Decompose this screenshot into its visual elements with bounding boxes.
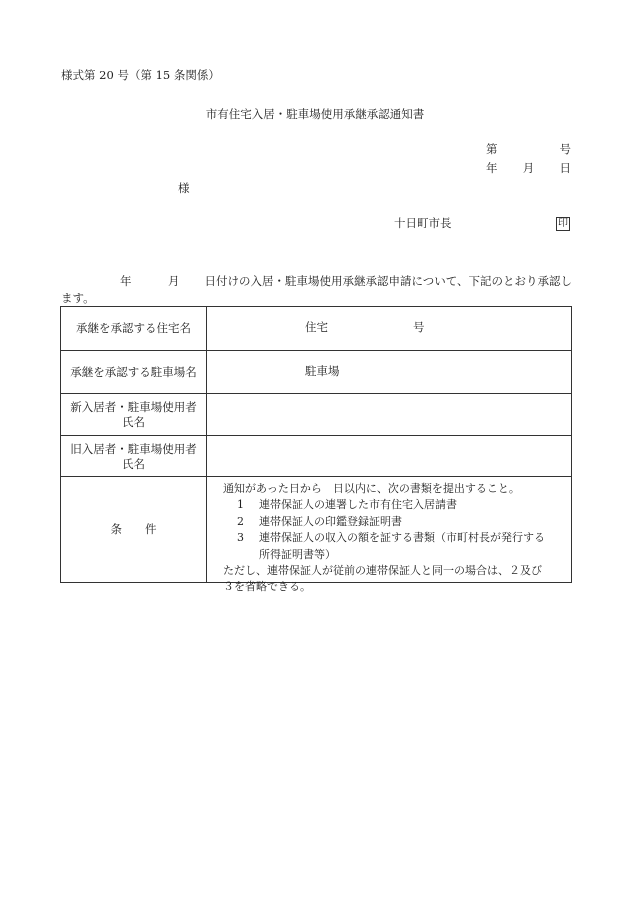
- date-year: 年: [486, 161, 498, 175]
- house-number-suffix: 号: [413, 320, 425, 334]
- conditions-note-line1: ただし、連帯保証人が従前の連帯保証人と同一の場合は、２及び: [223, 564, 542, 578]
- intro-text: 日付けの入居・駐車場使用承継承認申請について、下記のとおり承認し: [204, 274, 572, 288]
- date-day: 日: [559, 161, 571, 175]
- document-number-line: [486, 144, 571, 156]
- table-row-parking: [61, 350, 571, 393]
- parking-name-value: [207, 351, 571, 393]
- condition-item: 1 連帯保証人の連署した市有住宅入居請書: [237, 498, 457, 512]
- condition-item-continuation: 所得証明書等）: [259, 547, 336, 561]
- document-title: 市有住宅入居・駐車場使用承継承認通知書: [205, 107, 425, 121]
- intro-continuation: ます。: [61, 291, 95, 305]
- conditions-intro: 通知があった日から 日以内に、次の書類を提出すること。: [223, 482, 520, 495]
- issuer-name: 十日町市長: [394, 216, 452, 230]
- old-occupant-label-line2: 氏名: [122, 456, 145, 471]
- number-suffix: 号: [559, 142, 571, 156]
- table-row-house: [61, 307, 571, 349]
- parking-name-label: 承継を承認する駐車場名: [70, 364, 197, 379]
- conditions-label: 条 件: [110, 522, 157, 537]
- new-occupant-label-line2: 氏名: [122, 414, 145, 429]
- house-label-text: 住宅: [305, 320, 328, 334]
- house-name-label: 承継を承認する住宅名: [76, 320, 191, 335]
- table-row-old-occupant: [61, 435, 571, 477]
- new-occupant-label: [61, 394, 206, 435]
- conditions-text: [223, 481, 545, 596]
- table-row-new-occupant: [61, 393, 571, 435]
- condition-item: 2 連帯保証人の印鑑登録証明書: [237, 514, 402, 528]
- seal-mark: 印: [558, 218, 568, 229]
- house-name-value: [207, 307, 571, 349]
- addressee-honorific: 様: [178, 181, 190, 195]
- intro-year: 年: [120, 274, 132, 288]
- old-occupant-label: [61, 436, 206, 477]
- new-occupant-label-line1: 新入居者・駐車場使用者: [70, 399, 197, 414]
- number-prefix: 第: [486, 142, 498, 156]
- date-month: 月: [522, 161, 535, 175]
- condition-item: 3 連帯保証人の収入の額を証する書類（市町村長が発行する: [237, 531, 545, 545]
- conditions-note-line2: ３を省略できる。: [223, 580, 311, 594]
- intro-month: 月: [167, 274, 180, 288]
- date-line: [486, 163, 571, 175]
- table-row-conditions: [61, 476, 571, 594]
- form-number: 様式第 20 号（第 15 条関係）: [61, 68, 220, 82]
- approval-table: [60, 306, 572, 594]
- old-occupant-label-line1: 旧入居者・駐車場使用者: [70, 441, 197, 456]
- intro-line: [120, 276, 572, 288]
- parking-label-text: 駐車場: [305, 364, 340, 378]
